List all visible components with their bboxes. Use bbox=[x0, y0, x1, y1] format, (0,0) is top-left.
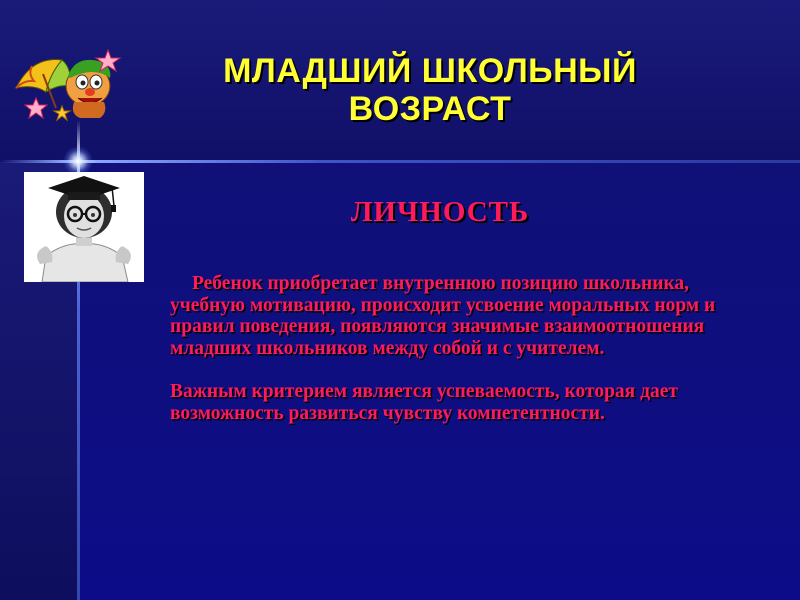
slide-title-line1: МЛАДШИЙ ШКОЛЬНЫЙ bbox=[223, 52, 637, 90]
star-icon bbox=[54, 106, 70, 120]
slide-title bbox=[150, 52, 710, 128]
body-text bbox=[170, 273, 760, 424]
star-icon bbox=[25, 98, 47, 118]
child-photo bbox=[24, 172, 144, 282]
section-heading: ЛИЧНОСТЬ bbox=[350, 196, 530, 228]
child-photo-drawing bbox=[24, 172, 144, 282]
paragraph-2: Важным критерием является успеваемость, которая дает возможность развиться чувству компетентности. bbox=[170, 381, 678, 424]
slide-title-line2: ВОЗРАСТ bbox=[348, 90, 512, 128]
umbrella-icon bbox=[16, 60, 70, 108]
horizontal-divider bbox=[0, 160, 800, 163]
mascot-illustration bbox=[10, 48, 122, 126]
paragraph-1: Ребенок приобретает внутреннюю позицию школьника, учебную мотивацию, происходит усвоение моральных норм и правил поведения, появляются значимые взаимоотношения младших школьников между собой и с учителем. bbox=[170, 273, 716, 359]
